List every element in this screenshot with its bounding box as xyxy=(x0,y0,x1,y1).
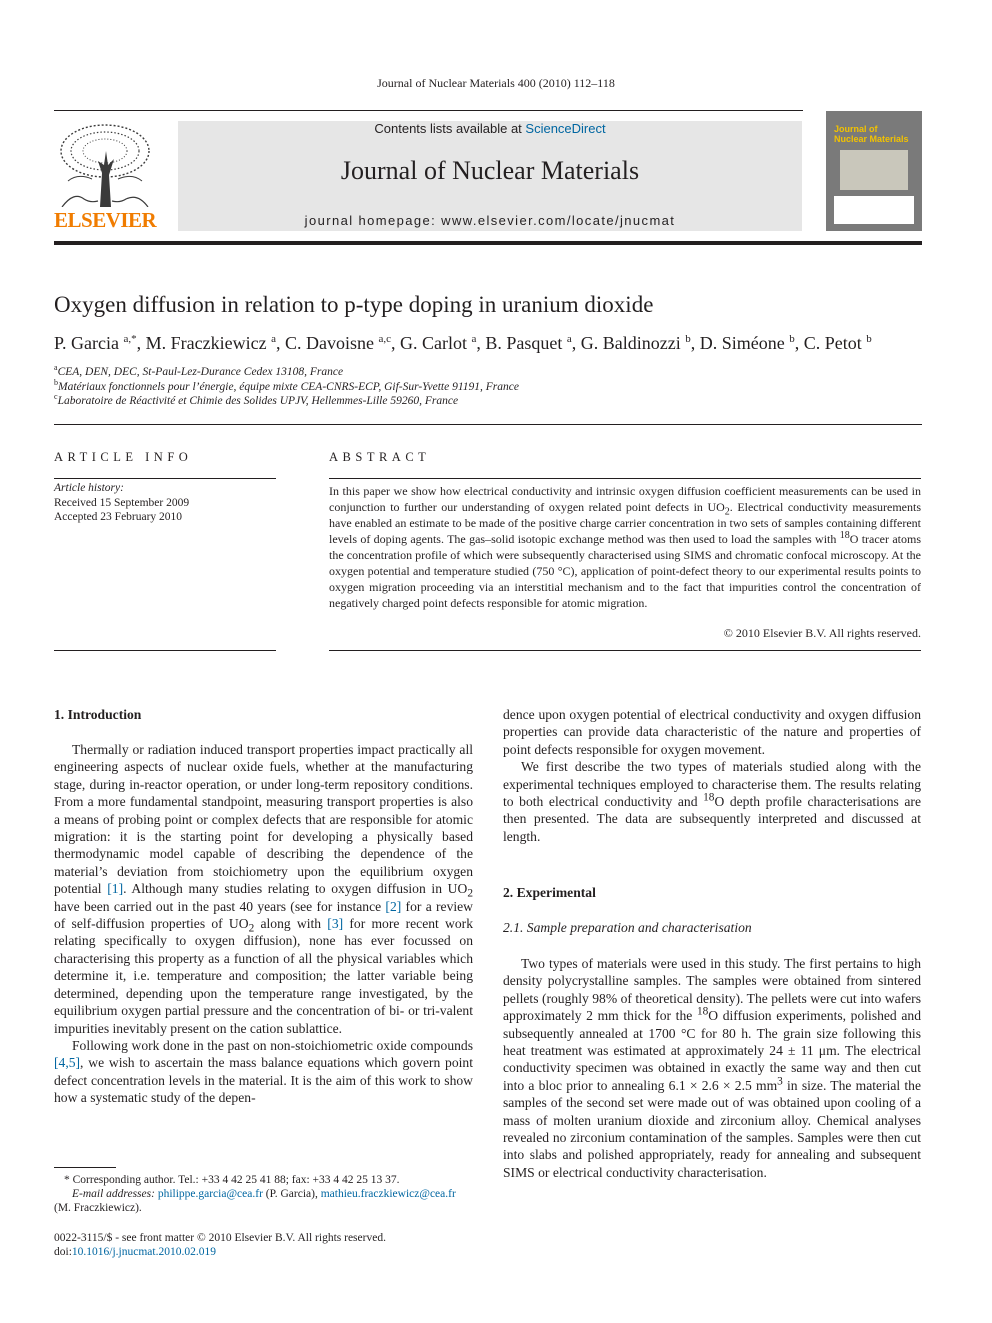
section-heading-experimental: 2. Experimental xyxy=(503,885,596,900)
author-separator: , xyxy=(571,333,581,353)
text: (M. Fraczkiewicz). xyxy=(54,1202,142,1214)
subscript: 2 xyxy=(248,922,255,935)
text: Thermally or radiation induced transport properties impact practically all engineering aspects of nuclear oxide fuels, whether at the manufacturing stage, during in-reactor operation, or under long-term repository conditions. From a more fundamental standpoint, measuring transport properties is also a means of probing point or complex defects that are responsible for atomic migration: it is the starting point for developing a physically based thermodynamic model capable of describing the dependence of the material’s deviation from stoichiometry upon the equilibrium oxygen potential xyxy=(54,742,473,897)
abstract-rule xyxy=(329,478,921,479)
text: . Although many studies relating to oxygen diffusion in UO xyxy=(123,881,468,897)
text: in size. The material the samples of the second set were made out of was obtained upon cooling of a mass of molten uranium dioxide and zirconium alloy. Chemical analyses revealed no zirconium contamination of the samples. Samples were then cut into slabs and polished appropriately, ready for annealing and subsequent SIMS or electrical conductivity characterisation. xyxy=(503,1077,921,1180)
affiliation-text: CEA, DEN, DEC, St-Paul-Lez-Durance Cedex 13108, France xyxy=(57,366,344,378)
affiliation-mark: b xyxy=(54,378,58,388)
author-separator: , xyxy=(476,333,486,353)
author-name: C. Petot xyxy=(803,333,862,353)
text: Two types of materials were used in this study. The first pertains to high density polycrystalline samples. The samples were obtained from sintered pellets (roughly 98% of theoretical density). The pellets were cut into wafers approximately 2 mm thick for the xyxy=(503,956,921,1024)
author-name: G. Baldinozzi xyxy=(580,333,681,353)
author-name: C. Davoisne xyxy=(284,333,374,353)
text: dence upon oxygen potential of electrical conductivity and oxygen diffusion properties can provide data characteristic of the nature and properties of point defects responsible for oxygen movement. xyxy=(503,707,921,757)
text: , we wish to ascertain the mass balance equations which govern point defect concentration levels in the material. It is the aim of this work to show how a systematic study of the depen- xyxy=(54,1055,473,1106)
author-separator: , xyxy=(136,333,146,353)
header-top-rule xyxy=(54,110,803,111)
abstract-copyright: © 2010 Elsevier B.V. All rights reserved. xyxy=(723,626,921,640)
doi-link[interactable]: 10.1016/j.jnucmat.2010.02.019 xyxy=(71,1246,216,1258)
header-thick-rule xyxy=(54,241,922,245)
intro-paragraph-1 xyxy=(54,741,473,1107)
text: Following work done in the past on non-stoichiometric oxide compounds xyxy=(72,1037,473,1053)
author-list xyxy=(54,333,934,354)
author-name: B. Pasquet xyxy=(485,333,563,353)
affiliation-a xyxy=(54,363,934,378)
author-name: P. Garcia xyxy=(54,333,119,353)
affiliation-b xyxy=(54,378,934,393)
affiliation-text: Matériaux fonctionnels pour l’énergie, équipe mixte CEA-CNRS-ECP, Gif-Sur-Yvette 91191, France xyxy=(58,381,519,393)
abstract-part: In this paper we show how electrical conductivity and intrinsic oxygen diffusion coefficient measurements can be used in conjunction to further our understanding of oxygen related point defects in UO xyxy=(329,484,921,514)
superscript: 3 xyxy=(777,1075,783,1088)
citation-link[interactable]: [4,5] xyxy=(54,1055,81,1071)
author-separator: , xyxy=(275,333,285,353)
sciencedirect-link[interactable]: ScienceDirect xyxy=(525,121,606,136)
journal-reference: Journal of Nuclear Materials 400 (2010) 112–118 xyxy=(377,76,615,90)
text: (P. Garcia), xyxy=(262,1188,321,1200)
author-separator: , xyxy=(390,333,400,353)
affiliation-rule xyxy=(54,424,922,425)
author-separator: , xyxy=(794,333,804,353)
email-link[interactable]: philippe.garcia@cea.fr xyxy=(157,1188,263,1200)
article-info-rule xyxy=(54,478,276,479)
cover-picture xyxy=(840,150,908,190)
author-affiliation-mark[interactable]: a xyxy=(566,333,572,345)
cover-title-line-1: Journal of xyxy=(834,124,878,134)
author-affiliation-mark[interactable]: a,c xyxy=(378,333,391,345)
citation-link[interactable]: [1] xyxy=(107,881,124,897)
affiliation-c xyxy=(54,392,934,407)
superscript: 18 xyxy=(839,530,850,541)
author-affiliation-mark[interactable]: b xyxy=(789,333,795,345)
text: along with xyxy=(254,916,328,932)
author-name: D. Siméone xyxy=(699,333,785,353)
doi-line xyxy=(54,1245,216,1259)
section-heading-introduction: 1. Introduction xyxy=(54,707,142,722)
journal-name: Journal of Nuclear Materials xyxy=(340,156,640,185)
subsection-heading: 2.1. Sample preparation and characterisation xyxy=(503,920,752,935)
cover-title xyxy=(834,124,916,144)
citation-link[interactable]: [2] xyxy=(385,898,402,914)
affiliation-mark: a xyxy=(54,363,58,373)
author-affiliation-mark[interactable]: a,* xyxy=(123,333,137,345)
article-info-heading: ARTICLE INFO xyxy=(54,450,193,464)
footnote-rule xyxy=(54,1167,116,1168)
superscript: 18 xyxy=(696,1005,709,1018)
text: O depth profile characterisations are then presented. The data are subsequently interpreted and discussed at length. xyxy=(503,794,921,844)
abstract-text xyxy=(329,483,921,611)
cover-white-panel xyxy=(834,196,914,224)
article-history-label: Article history: xyxy=(54,482,124,494)
abstract-bottom-rule xyxy=(329,650,921,651)
issn-line: 0022-3115/$ - see front matter © 2010 Elsevier B.V. All rights reserved. xyxy=(54,1232,386,1244)
affiliation-text: Laboratoire de Réactivité et Chimie des Solides UPJV, Hellemmes-Lille 59260, France xyxy=(57,395,459,407)
text: We first describe the two types of materials studied along with the experimental techniques employed to characterise them. The results relating to both electrical conductivity and xyxy=(503,759,921,810)
abstract-heading: ABSTRACT xyxy=(329,450,431,464)
elsevier-tree-icon xyxy=(54,121,156,207)
abstract-part: . Electrical conductivity measurements have enabled an estimate to be made of the positive charge carrier concentration in two sets of samples containing different levels of doping agents. The gas–solid isotopic exchange method was then used to load the samples with xyxy=(329,500,921,546)
author-affiliation-mark[interactable]: b xyxy=(866,333,872,345)
author-affiliation-mark[interactable]: b xyxy=(685,333,691,345)
text: for a review of self-diffusion properties of UO xyxy=(54,898,473,932)
abstract-part: O tracer atoms the concentration profile of which were subsequently characterised using SIMS and chromatic confocal microscopy. At the oxygen potential and temperature studied (750 °C), application of point-defect theory to our experimental results points to oxygen migration proceeding via an interstitial mechanism and to the fact that impurities control the concentration of negatively charged point defects responsible for atomic migration. xyxy=(329,532,922,610)
email-link[interactable]: mathieu.fraczkiewicz@cea.fr xyxy=(320,1188,456,1200)
email-label: E-mail addresses: xyxy=(72,1188,158,1200)
text: O diffusion experiments, polished and subsequently annealed at 1700 °C for 80 h. The grain size following this heat treatment was estimated at approximately 24 ± 11 μm. The electrical conductivity specimen was obtained in exactly the same way and then cut into a bloc prior to annealing 6.1 × 2.6 × 2.5 mm xyxy=(503,1008,921,1093)
elsevier-logo: ELSEVIER xyxy=(54,208,157,232)
superscript: 18 xyxy=(703,791,715,804)
subscript: 2 xyxy=(467,887,473,900)
article-info-bottom-rule xyxy=(54,650,276,651)
intro-continued xyxy=(503,706,921,845)
experimental-paragraph-1 xyxy=(503,955,921,1181)
corresponding-author-note: * Corresponding author. Tel.: +33 4 42 25 41 88; fax: +33 4 42 25 13 37. xyxy=(64,1174,400,1186)
author-affiliation-mark[interactable]: a xyxy=(271,333,276,345)
author-name: M. Fraczkiewicz xyxy=(145,333,267,353)
contents-prefix: Contents lists available at xyxy=(374,121,526,136)
received-date: Received 15 September 2009 xyxy=(54,497,190,509)
email-note xyxy=(54,1187,474,1215)
journal-homepage-link[interactable]: journal homepage: www.elsevier.com/locate/jnucmat xyxy=(304,213,676,228)
subscript: 2 xyxy=(724,506,730,518)
text: for more recent work relating specifically to oxygen diffusion), none has ever focussed on characterising this property as a function of all the physical variables which determine it, i.e. temperature and composition; the latter variable being determined, depending upon the temperature range investigated, by the equilibrium oxygen partial pressure and the concentration of bi- or tri-valent impurities inevitably present on the cation sublattice. xyxy=(54,916,473,1036)
article-title: Oxygen diffusion in relation to p-type doping in uranium dioxide xyxy=(54,292,654,317)
author-affiliation-mark[interactable]: a xyxy=(471,333,477,345)
accepted-date: Accepted 23 February 2010 xyxy=(54,511,183,523)
text: have been carried out in the past 40 years (see for instance xyxy=(54,898,386,914)
doi-label: doi: xyxy=(54,1246,72,1258)
cover-title-line-2: Nuclear Materials xyxy=(834,134,909,144)
author-name: G. Carlot xyxy=(399,333,467,353)
citation-link[interactable]: [3] xyxy=(327,916,344,932)
affiliation-mark: c xyxy=(54,392,58,402)
contents-line xyxy=(178,121,802,136)
author-separator: , xyxy=(690,333,700,353)
